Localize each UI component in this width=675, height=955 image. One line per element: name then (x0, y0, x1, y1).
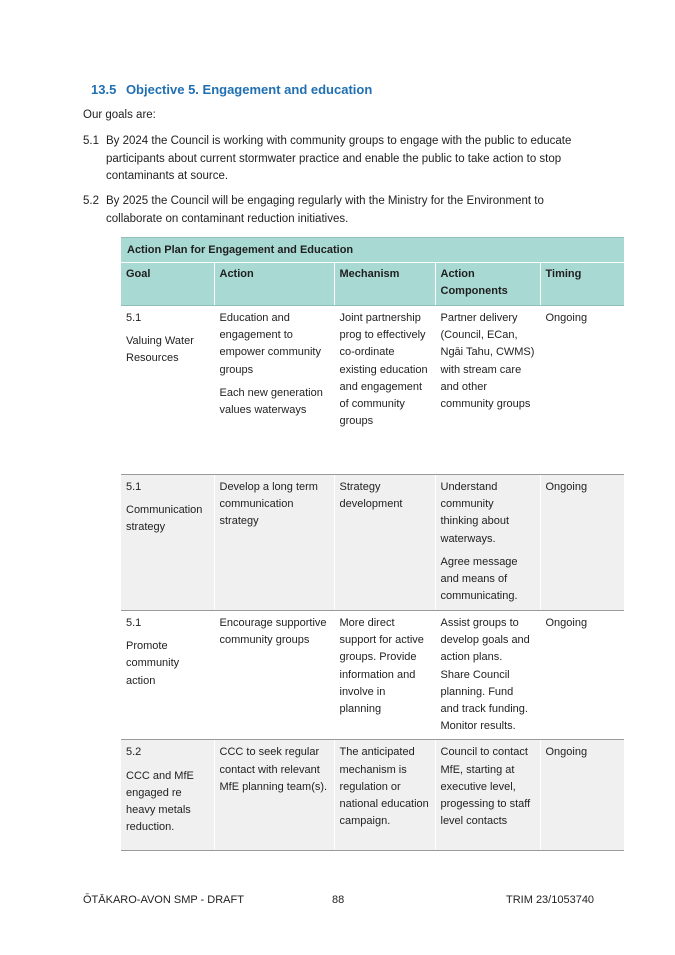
components-cell (435, 306, 540, 475)
goal-cell-name: Promote community action (126, 640, 180, 687)
intro-text: Our goals are: (83, 109, 156, 121)
goal-cell-name: Communication strategy (126, 504, 203, 534)
header-timing: Timing (540, 263, 624, 306)
components-cell (435, 611, 540, 740)
cell-paragraph: Develop a long term communication strategy (219, 481, 318, 528)
table-row (121, 306, 624, 475)
cell-paragraph: More direct support for active groups. Provide information and involve in planning (339, 617, 424, 716)
cell-paragraph: Education and engagement to empower community groups (219, 312, 321, 376)
action-cell (214, 740, 334, 851)
table-row (121, 740, 624, 851)
cell-paragraph: Joint partnership prog to effectively co-ordinate existing education and engagement of community groups (339, 312, 428, 428)
timing-cell: Ongoing (540, 611, 624, 740)
cell-paragraph: Strategy development (339, 481, 403, 511)
mechanism-cell (334, 475, 435, 611)
footer-page-number: 88 (332, 894, 345, 906)
goal-cell-name: Valuing Water Resources (126, 335, 194, 365)
goal-cell (121, 306, 214, 475)
goal-cell-number: 5.1 (126, 312, 142, 324)
mechanism-cell (334, 611, 435, 740)
timing-cell: Ongoing (540, 306, 624, 475)
cell-paragraph: CCC to seek regular contact with relevant MfE planning team(s). (219, 746, 328, 793)
goal-cell (121, 611, 214, 740)
goal-text: By 2024 the Council is working with community groups to engage with the public to educate participants about current stormwater practice and enable the public to take action to stop contaminants at source. (106, 135, 572, 182)
cell-paragraph: Each new generation values waterways (219, 386, 323, 417)
timing-cell: Ongoing (540, 475, 624, 611)
cell-paragraph: The anticipated mechanism is regulation or national education campaign. (339, 746, 429, 828)
cell-paragraph: Agree message and means of communicating. (440, 555, 518, 603)
cell-paragraph: Encourage supportive community groups (219, 617, 327, 647)
goal-item (83, 193, 593, 228)
components-cell (435, 740, 540, 851)
goal-number: 5.2 (83, 195, 99, 207)
goal-cell-name: CCC and MfE engaged re heavy metals reduction. (126, 769, 194, 834)
goal-item (83, 133, 593, 186)
table-row (121, 611, 624, 740)
section-heading (91, 82, 372, 97)
action-cell (214, 475, 334, 611)
action-plan-table (121, 237, 624, 851)
goal-cell-number: 5.1 (126, 617, 142, 629)
table-row (121, 475, 624, 611)
cell-paragraph: Assist groups to develop goals and action plans. Share Council planning. Fund and track funding. Monitor results. (440, 617, 530, 733)
section-title: Objective 5. Engagement and education (125, 82, 373, 97)
cell-paragraph: Partner delivery (Council, ECan, Ngāi Tahu, CWMS) with stream care and other community groups (440, 312, 535, 411)
table-caption-row (121, 238, 624, 263)
goal-cell-number: 5.1 (126, 481, 142, 493)
table-header-row (121, 263, 624, 306)
goal-cell (121, 475, 214, 611)
timing-cell: Ongoing (540, 740, 624, 851)
header-action: Action (214, 263, 334, 306)
table-caption: Action Plan for Engagement and Education (121, 238, 624, 263)
mechanism-cell (334, 306, 435, 475)
header-goal: Goal (121, 263, 214, 306)
goal-number: 5.1 (83, 135, 99, 147)
cell-paragraph: Council to contact MfE, starting at executive level, progessing to staff level contacts (440, 746, 531, 828)
goal-cell (121, 740, 214, 851)
section-number: 13.5 (91, 82, 117, 97)
footer-document-title: ŌTĀKARO-AVON SMP - DRAFT (83, 894, 244, 906)
header-mechanism: Mechanism (334, 263, 435, 306)
action-cell (214, 611, 334, 740)
footer-trim-reference: TRIM 23/1053740 (506, 894, 595, 906)
goal-text: By 2025 the Council will be engaging regularly with the Ministry for the Environment to collaborate on contaminant reduction initiatives. (106, 195, 544, 225)
components-cell (435, 475, 540, 611)
cell-paragraph: Understand community thinking about waterways. (440, 481, 509, 545)
action-cell (214, 306, 334, 475)
mechanism-cell (334, 740, 435, 851)
header-action-components: Action Components (435, 263, 540, 306)
goal-cell-number: 5.2 (126, 746, 142, 759)
